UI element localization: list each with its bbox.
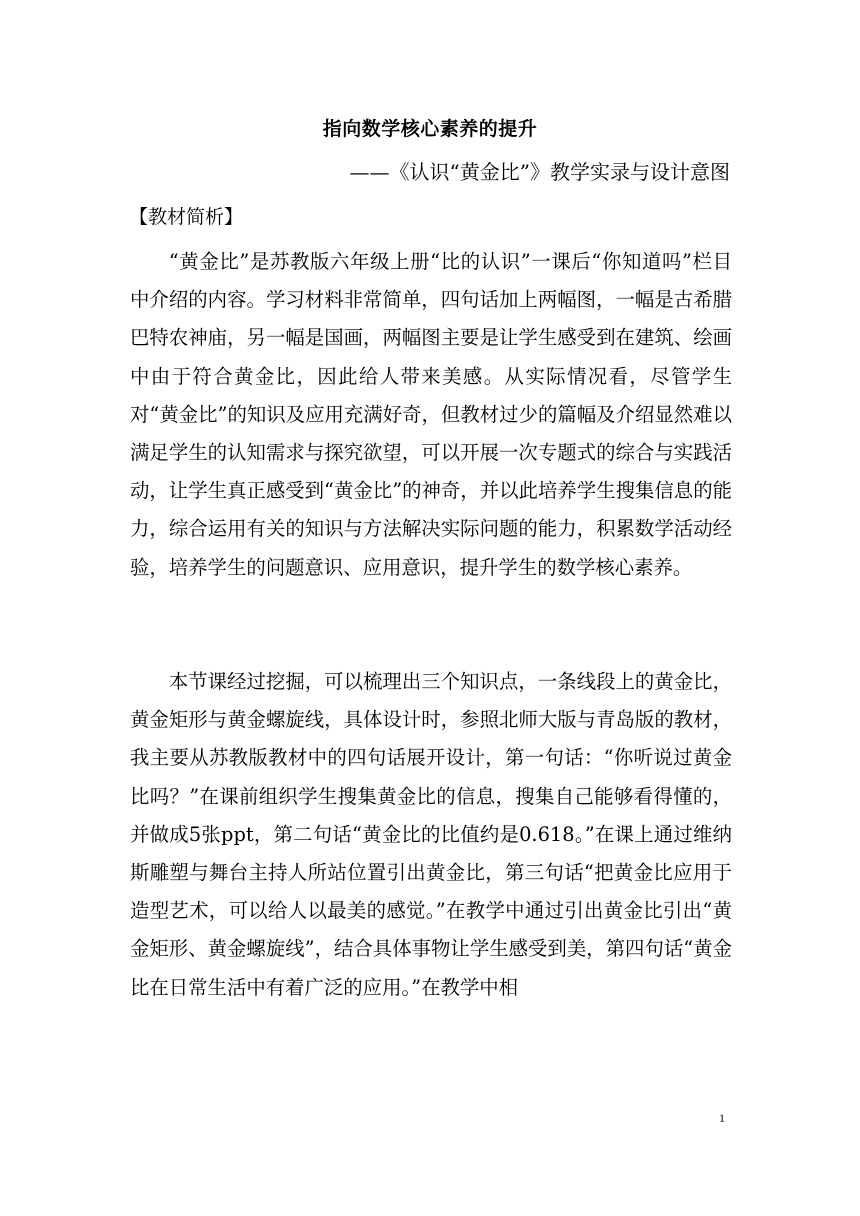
section-heading: 【教材简析】 [129, 206, 244, 228]
page-number: 1 [719, 1111, 725, 1125]
document-title: 指向数学核心素养的提升 [322, 118, 538, 140]
document-subtitle: ——《认识“黄金比”》教学实录与设计意图 [349, 160, 730, 184]
body-paragraph: 本节课经过挖掘，可以梳理出三个知识点，一条线段上的黄金比，黄金矩形与黄金螺旋线，具体设计时，参照北师大版与青岛版的教材，我主要从苏教版教材中的四句话展开设计，第一句话：“你听说过黄金比吗？”在课前组织学生搜集黄金比的信息，搜集自己能够看得懂的，并做成5张ppt，第二句话“黄金比的比值约是0.618。”在课上通过维纳斯雕塑与舞台主持人所站位置引出黄金比，第三句话“把黄金比应用于造型艺术，可以给人以最美的感觉。”在教学中通过引出黄金比引出“黄金矩形、黄金螺旋线”，结合具体事物让学生感受到美，第四句话“黄金比在日常生活中有着广泛的应用。”在教学中相 [130, 670, 732, 999]
body-paragraph: “黄金比”是苏教版六年级上册“比的认识”一课后“你知道吗”栏目中介绍的内容。学习材料非常简单，四句话加上两幅图，一幅是古希腊巴特农神庙，另一幅是国画，两幅图主要是让学生感受到在建筑、绘画中由于符合黄金比，因此给人带来美感。从实际情况看，尽管学生对“黄金比”的知识及应用充满好奇，但教材过少的篇幅及介绍显然难以满足学生的认知需求与探究欲望，可以开展一次专题式的综合与实践活动，让学生真正感受到“黄金比”的神奇，并以此培养学生搜集信息的能力，综合运用有关的知识与方法解决实际问题的能力，积累数学活动经验，培养学生的问题意识、应用意识，提升学生的数学核心素养。 [130, 250, 732, 579]
